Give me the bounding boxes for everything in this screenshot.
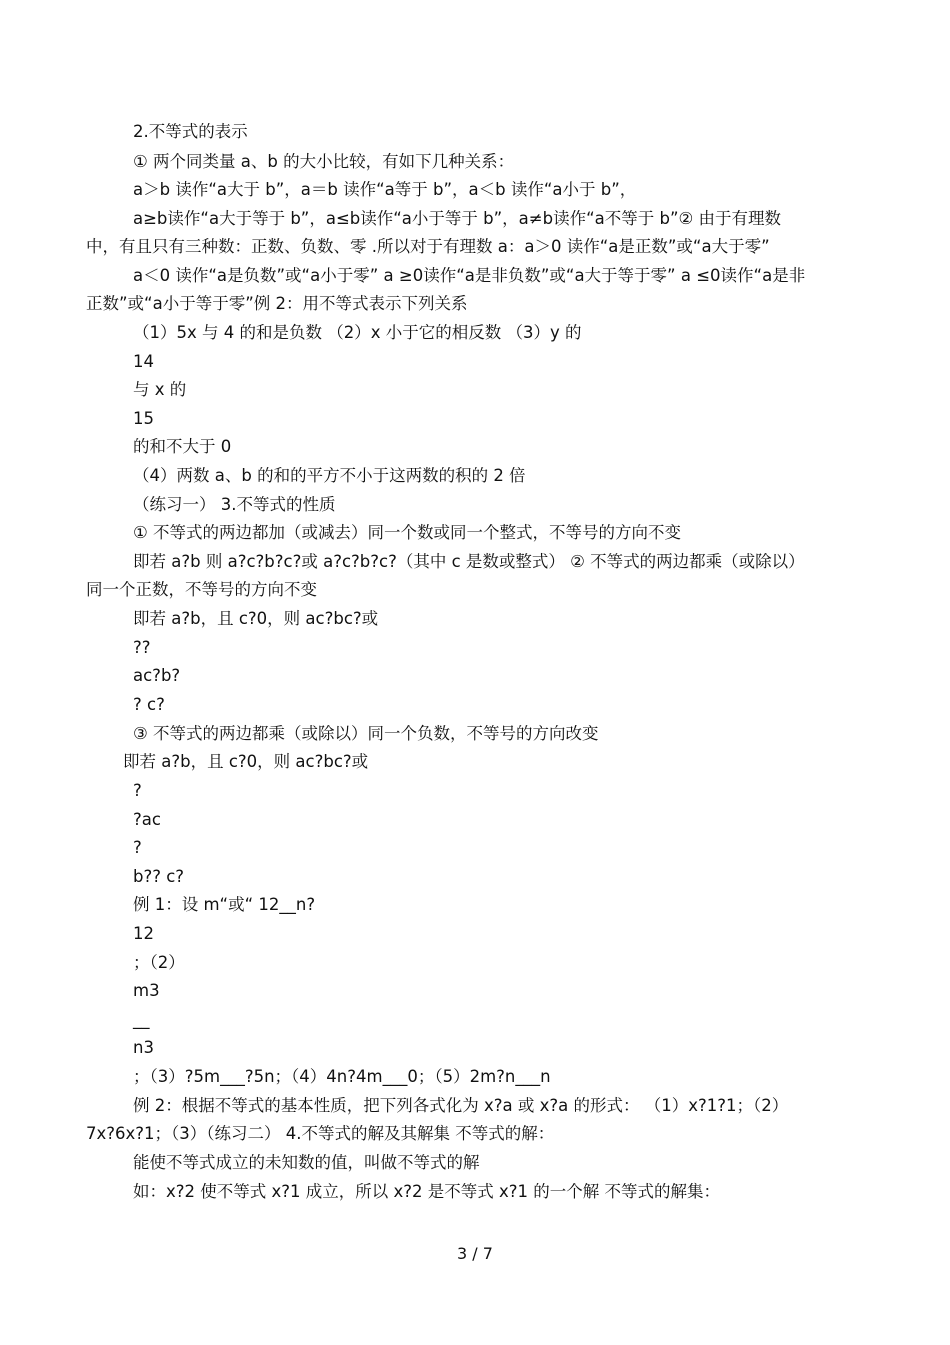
text-line: m3 <box>133 981 160 1000</box>
text-line: 与 x 的 <box>133 380 187 399</box>
text-line: 15 <box>133 409 154 428</box>
text-line: n3 <box>133 1038 154 1057</box>
text-line: 中，有且只有三种数：正数、负数、零 .所以对于有理数 a：a＞0 读作“a是正数”或“a大于零” <box>86 237 770 256</box>
text-line: 能使不等式成立的未知数的值，叫做不等式的解 <box>133 1153 480 1172</box>
text-line: ? <box>133 781 142 800</box>
text-line: 7x?6x?1；（3）（练习二） 4.不等式的解及其解集 不等式的解： <box>86 1124 555 1143</box>
text-line: ③ 不等式的两边都乘（或除以）同一个负数，不等号的方向改变 <box>133 724 599 743</box>
text-line: b?? c? <box>133 867 185 886</box>
text-line: 14 <box>133 352 154 371</box>
text-line: a＞b 读作“a大于 b”，a＝b 读作“a等于 b”，a＜b 读作“a小于 b”， <box>133 180 637 199</box>
text-line: ?? <box>133 638 151 657</box>
section-heading-inequality-notation: 2.不等式的表示 <box>133 122 248 141</box>
text-line: 即若 a?b，且 c?0，则 ac?bc?或 <box>133 609 379 628</box>
text-line: ；（3）?5m___?5n；（4）4n?4m___0；（5）2m?n___n <box>133 1067 551 1086</box>
text-line: ① 不等式的两边都加（或减去）同一个数或同一个整式，不等号的方向不变 <box>133 523 682 542</box>
text-line: a≥b读作“a大于等于 b”，a≤b读作“a小于等于 b”，a≠b读作“a不等于 b”② 由于有理数 <box>133 209 782 228</box>
text-line: 例 1：设 m“或“ 12__n? <box>133 895 316 914</box>
text-line: ?ac <box>133 810 161 829</box>
text-line: 的和不大于 0 <box>133 437 232 456</box>
text-line: __ <box>133 1010 150 1029</box>
text-line: ac?b? <box>133 666 181 685</box>
text-line: 例 2：根据不等式的基本性质，把下列各式化为 x?a 或 x?a 的形式： （1）x?1?1；（2） <box>133 1096 789 1115</box>
text-line: ；（2） <box>133 953 185 972</box>
text-line: ? <box>133 838 142 857</box>
text-line: 同一个正数，不等号的方向不变 <box>86 580 317 599</box>
text-line: （1）5x 与 4 的和是负数 （2）x 小于它的相反数 （3）y 的 <box>133 323 582 342</box>
text-line: ① 两个同类量 a、b 的大小比较，有如下几种关系： <box>133 152 515 171</box>
text-line: 即若 a?b，且 c?0，则 ac?bc?或 <box>123 752 369 771</box>
text-line: 即若 a?b 则 a?c?b?c?或 a?c?b?c?（其中 c 是数或整式） ② 不等式的两边都乘（或除以） <box>133 552 805 571</box>
page-number: 3 / 7 <box>457 1244 493 1263</box>
text-line: 12 <box>133 924 154 943</box>
text-line: 如：x?2 使不等式 x?1 成立，所以 x?2 是不等式 x?1 的一个解 不等式的解集： <box>133 1182 721 1201</box>
text-line: a＜0 读作“a是负数”或“a小于零” a ≥0读作“a是非负数”或“a大于等于零” a ≤0读作“a是非 <box>133 266 806 285</box>
text-line: ? c? <box>133 695 165 714</box>
section-heading-inequality-properties: （练习一） 3.不等式的性质 <box>133 495 336 514</box>
text-line: （4）两数 a、b 的和的平方不小于这两数的积的 2 倍 <box>133 466 526 485</box>
text-line: 正数”或“a小于等于零”例 2：用不等式表示下列关系 <box>86 294 468 313</box>
